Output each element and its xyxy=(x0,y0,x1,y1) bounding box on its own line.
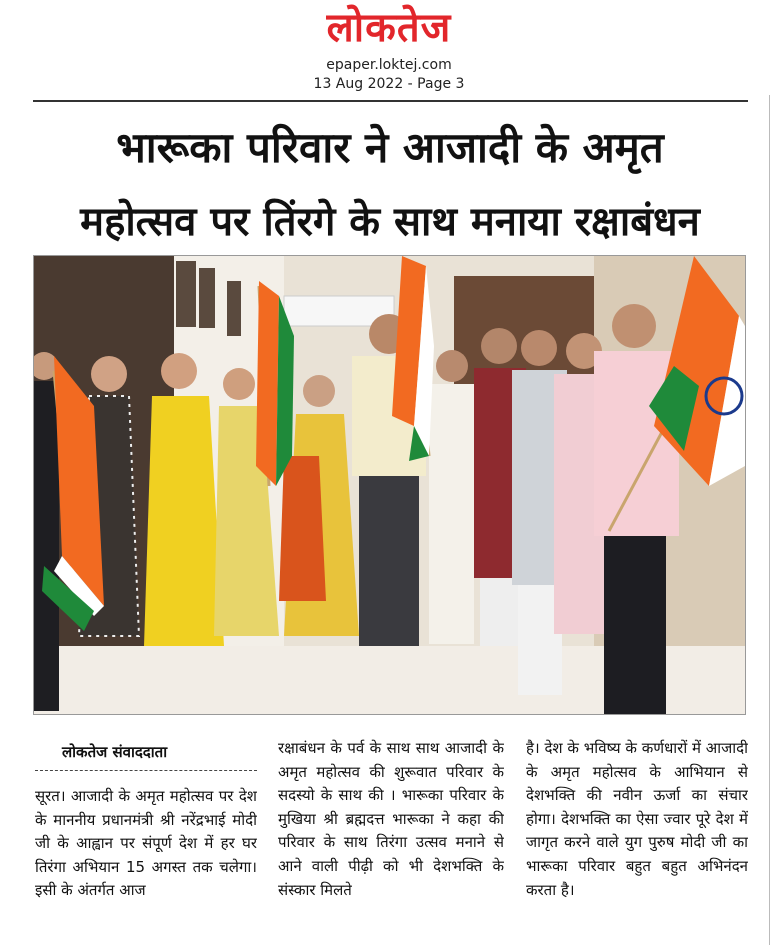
byline-reporter: लोकतेज संवाददाता xyxy=(62,743,168,761)
headline-line-1: भारूका परिवार ने आजादी के अमृत xyxy=(116,123,664,172)
article-photo[interactable] xyxy=(33,255,746,715)
page-edge-line xyxy=(769,95,770,945)
wall-frame-icon xyxy=(176,261,196,327)
epaper-url[interactable]: epaper.loktej.com xyxy=(326,57,452,73)
headline-line-2: महोत्सव पर तिंरगे के साथ मनाया रक्षाबंधन xyxy=(80,199,700,245)
masthead-divider xyxy=(33,100,748,102)
article-column-1: सूरत। आजादी के अमृत महोत्सव पर देश के माननीय प्रधानमंत्री श्री नरेंद्रभाई मोदी जी के आह्वान पर संपूर्ण देश में हर घर तिरंगा अभियान 15 अगस्त तक चलेगा। इसी के अंतर्गत आज xyxy=(35,787,257,900)
family-group-photo-illustration xyxy=(34,256,745,714)
newspaper-logo[interactable]: लोकतेज xyxy=(326,5,452,51)
article-column-2: रक्षाबंधन के पर्व के साथ साथ आजादी के अमृत महोत्सव की शुरूवात परिवार के सदस्यो के साथ की । भारूका परिवार के मुखिया श्री ब्रह्मदत्त भारूका ने कहा की परिवार के साथ तिरंगा उत्सव मनाने से आने वाली पीढ़ी को भी देशभक्ति के संस्कार मिलते xyxy=(278,739,504,899)
byline-divider xyxy=(35,770,257,771)
edition-dateline: 13 Aug 2022 - Page 3 xyxy=(313,76,465,92)
masthead xyxy=(0,0,778,100)
article-column-3: है। देश के भविष्य के कर्णधारों में आजादी के अमृत महोत्सव के आभियान से देशभक्ति की नवीन ऊर्जा का संचार होगा। देशभक्ति का ऐसा ज्वार पूरे देश में जागृत करने वाले युग पुरुष मोदी जी का भारूका परिवार बहुत बहुत अभिनंदन करता है। xyxy=(526,739,748,899)
